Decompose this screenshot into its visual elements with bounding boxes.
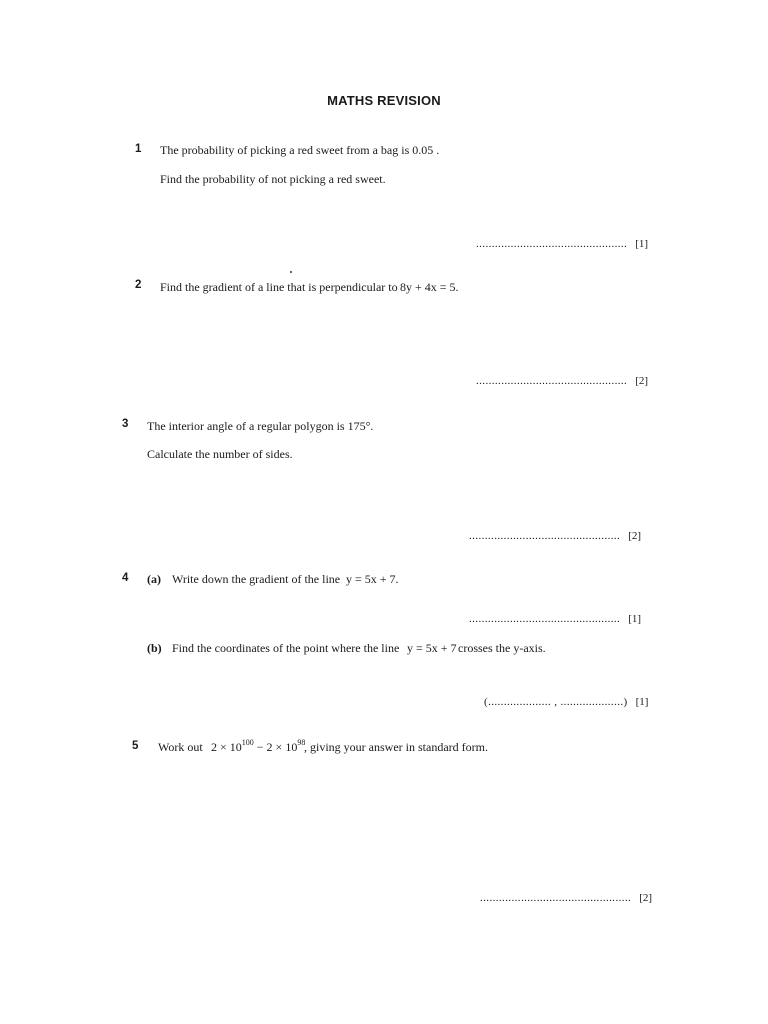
question-4b-text: Find the coordinates of the point where the line — [172, 641, 400, 655]
question-3-number: 3 — [122, 418, 129, 430]
question-4b-equation: y = 5x + 7 — [407, 641, 457, 655]
page-title: MATHS REVISION — [327, 93, 441, 108]
question-5-expression: $2 \times 10^{100} - 2 \times 10^{98}$ — [211, 738, 306, 754]
question-3-instruction: Calculate the number of sides. — [147, 447, 293, 461]
question-4a-equation: y = 5x + 7. — [346, 572, 399, 586]
coordinate-answer: (.................... , ....................) — [484, 696, 628, 708]
question-4-number: 4 — [122, 572, 129, 584]
question-4b-answer-line[interactable] — [484, 696, 648, 708]
answer-dots: ................................................ — [469, 613, 621, 625]
question-4b-label: (b) — [147, 641, 162, 655]
question-4b-text-end: crosses the y-axis. — [458, 641, 546, 655]
question-4a-answer-line[interactable] — [469, 613, 641, 625]
question-1-answer-line[interactable] — [476, 238, 648, 250]
question-1-marks: [1] — [635, 238, 649, 250]
question-3-marks: [2] — [628, 530, 642, 542]
stray-dot — [290, 271, 292, 273]
question-2-text: Find the gradient of a line that is perpendicular to — [160, 280, 398, 294]
question-4a-marks: [1] — [628, 613, 642, 625]
question-4b-marks: [1] — [635, 696, 649, 708]
question-5-text-start: Work out — [158, 740, 203, 754]
question-4a-text: Write down the gradient of the line — [172, 572, 341, 586]
answer-dots: ................................................ — [469, 530, 621, 542]
question-2-marks: [2] — [635, 375, 649, 387]
question-5-marks: [2] — [639, 892, 653, 904]
question-2-equation: 8y + 4x = 5. — [400, 280, 459, 294]
question-1-instruction: Find the probability of not picking a red sweet. — [160, 172, 386, 186]
question-5-answer-line[interactable] — [480, 892, 652, 904]
question-5-text-end: , giving your answer in standard form. — [304, 740, 488, 754]
question-1-text: The probability of picking a red sweet from a bag is 0.05 . — [160, 143, 440, 157]
question-2-answer-line[interactable] — [476, 375, 648, 387]
question-3-text: The interior angle of a regular polygon is 175°. — [147, 419, 374, 433]
answer-dots: ................................................ — [480, 892, 632, 904]
question-3-answer-line[interactable] — [469, 530, 641, 542]
question-4a-label: (a) — [147, 572, 161, 586]
question-2-number: 2 — [135, 279, 142, 291]
answer-dots: ................................................ — [476, 375, 628, 387]
answer-dots: ................................................ — [476, 238, 628, 250]
question-5-number: 5 — [132, 740, 139, 752]
question-1-number: 1 — [135, 143, 142, 155]
